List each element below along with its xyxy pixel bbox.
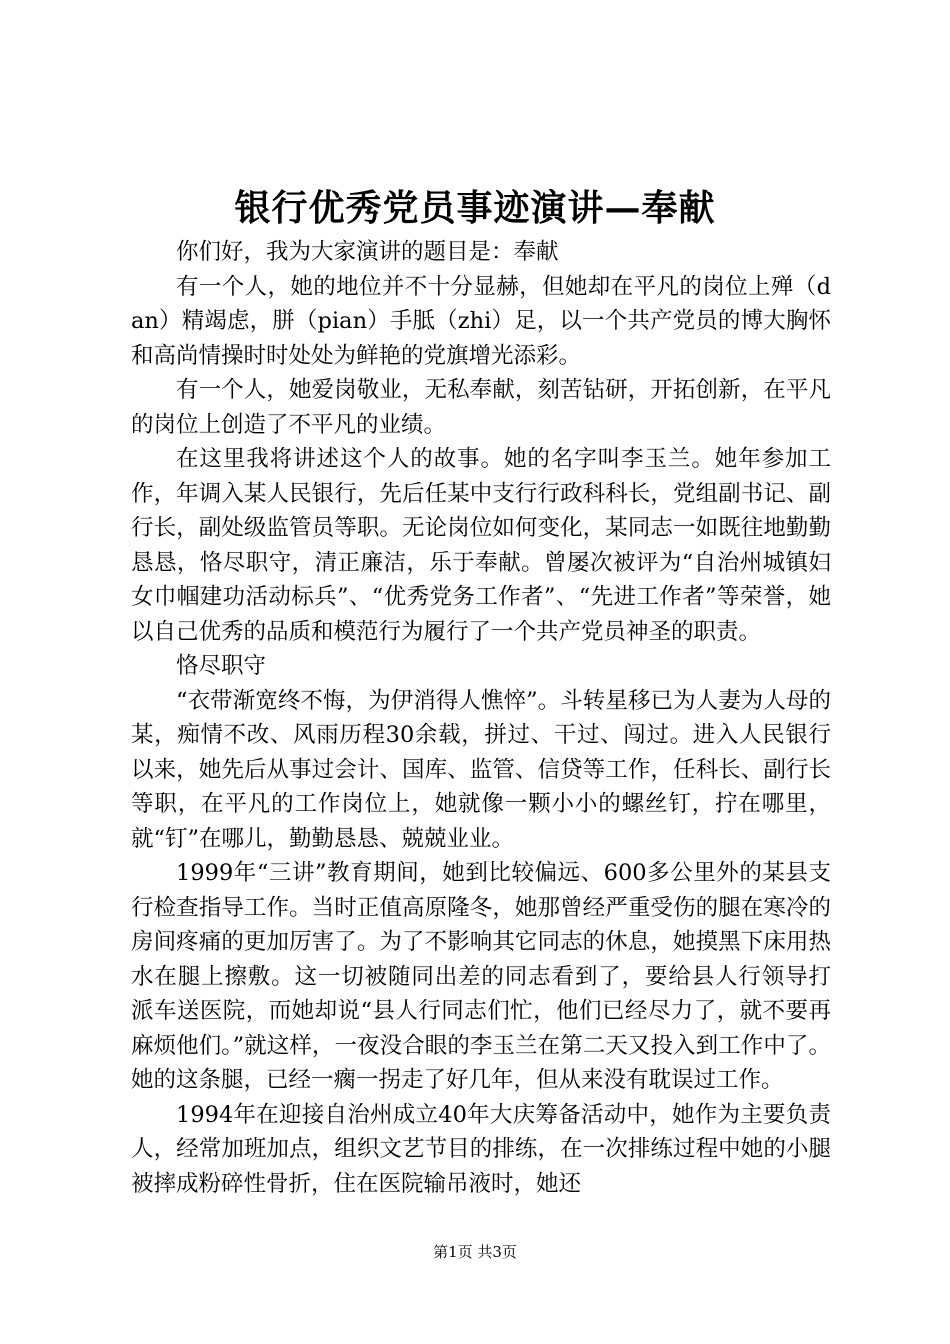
section-heading: 恪尽职守 [176,653,267,679]
document-body [131,235,854,1201]
document-title: 银行优秀党员事迹演讲—奉献 [234,187,716,229]
page-footer: 第1页 共3页 [433,1243,517,1261]
paragraph-greeting: 你们好，我为大家演讲的题目是：奉献 [176,239,559,265]
paragraph-1999: 1999年“三讲”教育期间，她到比较偏远、600多公里外的某县支行检查指导工作。当时正值高原隆冬，她那曾经严重受伤的腿在寒冷的房间疼痛的更加厉害了。为了不影响其它同志的休息，她摸黑下床用热水在腿上擦敷。这一切被随同出差的同志看到了，要给县人行领导打 派车送医院，而她却说“县人行同志们忙，他们已经尽力了，就不要再麻烦他们。”就这样，一夜没合眼的李玉兰在第二天又投入到工作中了。她的这条腿，已经一瘸一拐走了好几年，但从来没有耽误过工作。 [131,860,854,1093]
paragraph-intro-2: 有一个人，她爱岗敬业，无私奉献，刻苦钻研，开拓创新，在平凡的岗位上创造了不平凡的业绩。 [131,377,831,438]
paragraph-intro-1: 有一个人，她的地位并不十分显赫，但她却在平凡的岗位上殚（dan）精竭虑，胼（pian）手胝（zhi）足，以一个共产党员的博大胸怀和高尚情操时时处处为鲜艳的党旗增光添彩。 [131,273,831,369]
paragraph-dedication: “衣带渐宽终不悔，为伊消得人憔悴”。斗转星移已为人妻为人母的某，痴情不改、风雨历程30余载，拼过、干过、闯过。进入人民银行以来，她先后从事过会计、国库、监管、信贷等工作，任科长、副行长等职，在平凡的工作岗位上，她就像一颗小小的螺丝钉，拧在哪里，就“钉”在哪儿，勤勤恳恳、兢兢业业。 [131,687,831,852]
paragraph-biography: 在这里我将讲述这个人的故事。她的名字叫李玉兰。她年参加工作，年调入某人民银行，先后任某中支行行政科科长，党组副书记、副行长，副处级监管员等职。无论岗位如何变化，某同志一如既往地勤勤恳恳，恪尽职守，清正廉洁，乐于奉献。曾屡次被评为“自治州城镇妇女巾帼建功活动标兵”、“优秀党务工作者”、“先进工作者”等荣誉，她以自己优秀的品质和模范行为履行了一个共产党员神圣的职责。 [131,446,831,645]
paragraph-1994: 1994年在迎接自治州成立40年大庆筹备活动中，她作为主要负责人，经常加班加点，组织文艺节目的排练，在一次排练过程中她的小腿被摔成粉碎性骨折，住在医院输吊液时，她还 [131,1101,831,1197]
